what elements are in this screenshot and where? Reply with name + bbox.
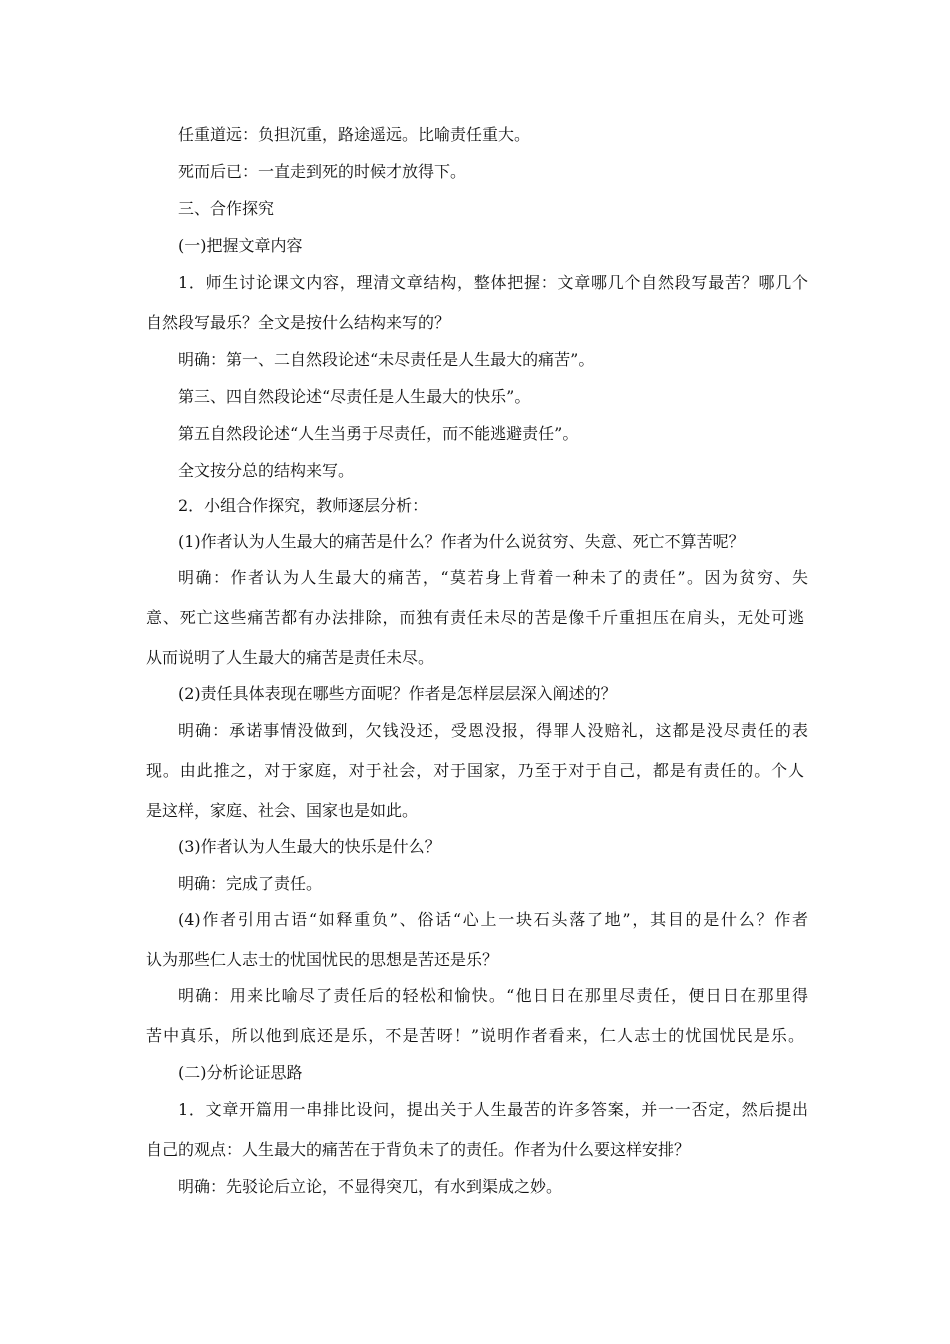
answer-line: 现。由此推之，对于家庭，对于社会，对于国家，乃至于对于自己，都是有责任的。个人 — [146, 761, 804, 780]
answer-line: 第五自然段论述“人生当勇于尽责任，而不能逃避责任”。 — [178, 424, 579, 443]
question-line: (1)作者认为人生最大的痛苦是什么？作者为什么说贫穷、失意、死亡不算苦呢？ — [178, 532, 745, 551]
paragraph-line: 自然段写最乐？全文是按什么结构来写的？ — [146, 313, 451, 332]
question-line: (4)作者引用古语“如释重负”、俗话“心上一块石头落了地”，其目的是什么？作者 — [178, 910, 808, 929]
section-heading: 三、合作探究 — [178, 199, 275, 218]
answer-line: 第三、四自然段论述“尽责任是人生最大的快乐”。 — [178, 387, 531, 406]
question-line: (3)作者认为人生最大的快乐是什么？ — [178, 837, 441, 856]
question-heading: 2．小组合作探究，教师逐层分析： — [178, 496, 429, 515]
paragraph-line: 1．师生讨论课文内容，理清文章结构，整体把握：文章哪几个自然段写最苦？哪几个 — [178, 273, 808, 292]
paragraph-line: 自己的观点：人生最大的痛苦在于背负未了的责任。作者为什么要这样安排？ — [146, 1140, 691, 1159]
answer-line: 全文按分总的结构来写。 — [178, 461, 355, 480]
subsection-heading: (二)分析论证思路 — [178, 1063, 303, 1082]
term-definition: 死而后已：一直走到死的时候才放得下。 — [178, 162, 467, 181]
answer-line: 明确：用来比喻尽了责任后的轻松和愉快。“他日日在那里尽责任，便日日在那里得 — [178, 986, 808, 1005]
answer-line: 明确：先驳论后立论，不显得突兀，有水到渠成之妙。 — [178, 1177, 563, 1196]
question-line: 认为那些仁人志士的忧国忧民的思想是苦还是乐？ — [146, 950, 499, 969]
answer-line: 明确：完成了责任。 — [178, 874, 323, 893]
answer-line: 明确：作者认为人生最大的痛苦，“莫若身上背着一种未了的责任”。因为贫穷、失 — [178, 568, 808, 587]
answer-line: 明确：承诺事情没做到，欠钱没还，受恩没报，得罪人没赔礼，这都是没尽责任的表 — [178, 721, 808, 740]
answer-line: 意、死亡这些痛苦都有办法排除，而独有责任未尽的苦是像千斤重担压在肩头，无处可逃 — [146, 608, 804, 627]
subsection-heading: (一)把握文章内容 — [178, 236, 303, 255]
answer-line: 是这样，家庭、社会、国家也是如此。 — [146, 801, 419, 820]
term-definition: 任重道远：负担沉重，路途遥远。比喻责任重大。 — [178, 125, 531, 144]
answer-line: 明确：第一、二自然段论述“未尽责任是人生最大的痛苦”。 — [178, 350, 595, 369]
answer-line: 苦中真乐，所以他到底还是乐，不是苦呀！”说明作者看来，仁人志士的忧国忧民是乐。 — [146, 1026, 804, 1045]
answer-line: 从而说明了人生最大的痛苦是责任未尽。 — [146, 648, 435, 667]
paragraph-line: 1．文章开篇用一串排比设问，提出关于人生最苦的许多答案，并一一否定，然后提出 — [178, 1100, 808, 1119]
question-line: (2)责任具体表现在哪些方面呢？作者是怎样层层深入阐述的？ — [178, 684, 617, 703]
